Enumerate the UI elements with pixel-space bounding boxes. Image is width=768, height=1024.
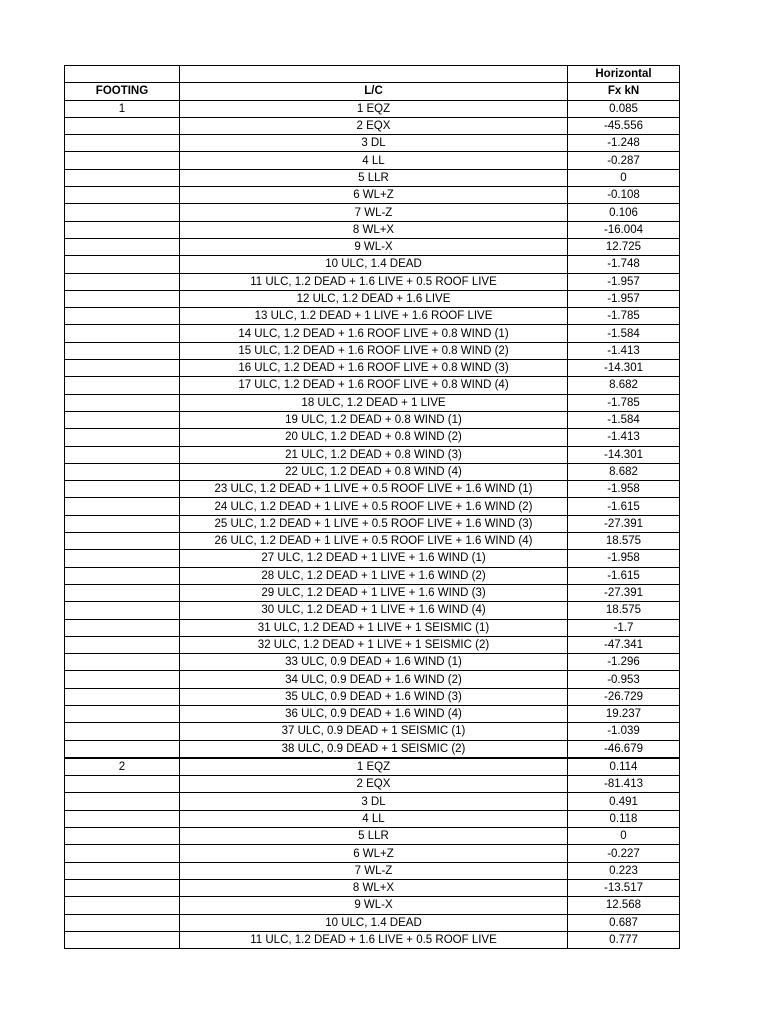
footing-cell [65, 135, 180, 152]
header-footing-top [65, 66, 180, 83]
footing-cell [65, 204, 180, 221]
table-row [65, 152, 680, 169]
footing-cell [65, 463, 180, 480]
table-row [65, 481, 680, 498]
fx-cell: -16.004 [568, 221, 680, 238]
footing-cell [65, 498, 180, 515]
footing-cell [65, 533, 180, 550]
load-case-cell: 4 LL [180, 810, 568, 827]
fx-cell: 0.223 [568, 862, 680, 879]
table-row [65, 533, 680, 550]
table-row [65, 688, 680, 705]
fx-cell: 18.575 [568, 602, 680, 619]
footing-cell [65, 828, 180, 845]
load-case-cell: 7 WL-Z [180, 204, 568, 221]
table-row [65, 758, 680, 776]
table-row [65, 169, 680, 186]
table-row [65, 723, 680, 740]
table-body [65, 66, 680, 949]
footing-cell [65, 377, 180, 394]
table-row [65, 619, 680, 636]
load-case-cell: 5 LLR [180, 828, 568, 845]
fx-cell: -13.517 [568, 879, 680, 896]
table-row [65, 705, 680, 722]
fx-cell: 0.118 [568, 810, 680, 827]
footing-cell [65, 914, 180, 931]
fx-cell: -1.958 [568, 550, 680, 567]
fx-cell: 0 [568, 828, 680, 845]
load-case-cell: 15 ULC, 1.2 DEAD + 1.6 ROOF LIVE + 0.8 WIND (2) [180, 342, 568, 359]
fx-cell: -27.391 [568, 584, 680, 601]
load-case-cell: 1 EQZ [180, 100, 568, 117]
load-case-cell: 24 ULC, 1.2 DEAD + 1 LIVE + 0.5 ROOF LIVE + 1.6 WIND (2) [180, 498, 568, 515]
table-row [65, 100, 680, 117]
footing-cell: 2 [65, 758, 180, 776]
fx-cell: -0.953 [568, 671, 680, 688]
table-row [65, 810, 680, 827]
footing-cell [65, 394, 180, 411]
footing-cell [65, 256, 180, 273]
table-row [65, 377, 680, 394]
load-case-cell: 17 ULC, 1.2 DEAD + 1.6 ROOF LIVE + 0.8 WIND (4) [180, 377, 568, 394]
load-case-cell: 1 EQZ [180, 758, 568, 776]
table-row [65, 550, 680, 567]
fx-cell: 8.682 [568, 463, 680, 480]
header-lc: L/C [180, 83, 568, 100]
footing-cell [65, 273, 180, 290]
load-case-cell: 5 LLR [180, 169, 568, 186]
load-case-cell: 11 ULC, 1.2 DEAD + 1.6 LIVE + 0.5 ROOF LIVE [180, 273, 568, 290]
footing-cell [65, 117, 180, 134]
fx-cell: -81.413 [568, 776, 680, 793]
load-case-cell: 31 ULC, 1.2 DEAD + 1 LIVE + 1 SEISMIC (1) [180, 619, 568, 636]
table-row [65, 879, 680, 896]
fx-cell: 8.682 [568, 377, 680, 394]
load-case-cell: 35 ULC, 0.9 DEAD + 1.6 WIND (3) [180, 688, 568, 705]
fx-cell: -47.341 [568, 636, 680, 653]
table-row [65, 897, 680, 914]
load-case-cell: 8 WL+X [180, 221, 568, 238]
header-fx-kn: Fx kN [568, 83, 680, 100]
fx-cell: 0.106 [568, 204, 680, 221]
footing-cell [65, 342, 180, 359]
load-case-cell: 38 ULC, 0.9 DEAD + 1 SEISMIC (2) [180, 740, 568, 758]
load-case-cell: 10 ULC, 1.4 DEAD [180, 256, 568, 273]
footing-cell [65, 602, 180, 619]
table-row [65, 446, 680, 463]
footing-cell [65, 360, 180, 377]
table-row [65, 360, 680, 377]
load-case-cell: 12 ULC, 1.2 DEAD + 1.6 LIVE [180, 290, 568, 307]
footing-cell [65, 567, 180, 584]
load-case-cell: 18 ULC, 1.2 DEAD + 1 LIVE [180, 394, 568, 411]
fx-cell: -1.584 [568, 411, 680, 428]
table-row [65, 308, 680, 325]
table-row [65, 290, 680, 307]
table-row [65, 828, 680, 845]
table-row [65, 671, 680, 688]
footing-reactions-table [64, 65, 680, 949]
load-case-cell: 2 EQX [180, 776, 568, 793]
fx-cell: -1.957 [568, 273, 680, 290]
fx-cell: 0.687 [568, 914, 680, 931]
load-case-cell: 7 WL-Z [180, 862, 568, 879]
fx-cell: 0.491 [568, 793, 680, 810]
load-case-cell: 2 EQX [180, 117, 568, 134]
header-lc-top [180, 66, 568, 83]
table-row [65, 117, 680, 134]
table-row [65, 740, 680, 758]
table-row [65, 776, 680, 793]
load-case-cell: 3 DL [180, 135, 568, 152]
fx-cell: -0.287 [568, 152, 680, 169]
load-case-cell: 27 ULC, 1.2 DEAD + 1 LIVE + 1.6 WIND (1) [180, 550, 568, 567]
fx-cell: -0.227 [568, 845, 680, 862]
footing-cell [65, 411, 180, 428]
table-row [65, 584, 680, 601]
table-row [65, 394, 680, 411]
load-case-cell: 3 DL [180, 793, 568, 810]
fx-cell: -14.301 [568, 360, 680, 377]
table-row [65, 862, 680, 879]
footing-cell [65, 879, 180, 896]
load-case-cell: 34 ULC, 0.9 DEAD + 1.6 WIND (2) [180, 671, 568, 688]
footing-cell [65, 897, 180, 914]
load-case-cell: 14 ULC, 1.2 DEAD + 1.6 ROOF LIVE + 0.8 WIND (1) [180, 325, 568, 342]
header-row-1 [65, 66, 680, 83]
load-case-cell: 9 WL-X [180, 238, 568, 255]
load-case-cell: 19 ULC, 1.2 DEAD + 0.8 WIND (1) [180, 411, 568, 428]
fx-cell: 12.568 [568, 897, 680, 914]
fx-cell: -1.7 [568, 619, 680, 636]
load-case-cell: 37 ULC, 0.9 DEAD + 1 SEISMIC (1) [180, 723, 568, 740]
footing-cell [65, 723, 180, 740]
load-case-cell: 25 ULC, 1.2 DEAD + 1 LIVE + 0.5 ROOF LIVE + 1.6 WIND (3) [180, 515, 568, 532]
fx-cell: -27.391 [568, 515, 680, 532]
table-row [65, 498, 680, 515]
footing-cell [65, 169, 180, 186]
fx-cell: -45.556 [568, 117, 680, 134]
load-case-cell: 26 ULC, 1.2 DEAD + 1 LIVE + 0.5 ROOF LIVE + 1.6 WIND (4) [180, 533, 568, 550]
table-row [65, 221, 680, 238]
footing-cell [65, 810, 180, 827]
table-row [65, 931, 680, 948]
header-row-2 [65, 83, 680, 100]
table-row [65, 429, 680, 446]
table-row [65, 187, 680, 204]
header-horizontal: Horizontal [568, 66, 680, 83]
fx-cell: -1.584 [568, 325, 680, 342]
footing-cell [65, 619, 180, 636]
footing-cell: 1 [65, 100, 180, 117]
fx-cell: 19.237 [568, 705, 680, 722]
load-case-cell: 29 ULC, 1.2 DEAD + 1 LIVE + 1.6 WIND (3) [180, 584, 568, 601]
load-case-cell: 21 ULC, 1.2 DEAD + 0.8 WIND (3) [180, 446, 568, 463]
table-row [65, 238, 680, 255]
fx-cell: -1.413 [568, 429, 680, 446]
fx-cell: -1.615 [568, 567, 680, 584]
table-row [65, 845, 680, 862]
fx-cell: -1.957 [568, 290, 680, 307]
table-row [65, 914, 680, 931]
load-case-cell: 9 WL-X [180, 897, 568, 914]
load-case-cell: 20 ULC, 1.2 DEAD + 0.8 WIND (2) [180, 429, 568, 446]
load-case-cell: 30 ULC, 1.2 DEAD + 1 LIVE + 1.6 WIND (4) [180, 602, 568, 619]
load-case-cell: 13 ULC, 1.2 DEAD + 1 LIVE + 1.6 ROOF LIVE [180, 308, 568, 325]
load-case-cell: 16 ULC, 1.2 DEAD + 1.6 ROOF LIVE + 0.8 WIND (3) [180, 360, 568, 377]
fx-cell: 0.085 [568, 100, 680, 117]
load-case-cell: 6 WL+Z [180, 845, 568, 862]
table-row [65, 135, 680, 152]
load-case-cell: 28 ULC, 1.2 DEAD + 1 LIVE + 1.6 WIND (2) [180, 567, 568, 584]
fx-cell: -26.729 [568, 688, 680, 705]
footing-cell [65, 290, 180, 307]
table-row [65, 567, 680, 584]
table-row [65, 342, 680, 359]
table-row [65, 602, 680, 619]
fx-cell: -1.039 [568, 723, 680, 740]
load-case-cell: 33 ULC, 0.9 DEAD + 1.6 WIND (1) [180, 654, 568, 671]
load-case-cell: 22 ULC, 1.2 DEAD + 0.8 WIND (4) [180, 463, 568, 480]
table-row [65, 463, 680, 480]
fx-cell: -1.248 [568, 135, 680, 152]
footing-cell [65, 793, 180, 810]
fx-cell: 0 [568, 169, 680, 186]
footing-cell [65, 636, 180, 653]
table-row [65, 325, 680, 342]
load-case-cell: 8 WL+X [180, 879, 568, 896]
load-case-cell: 36 ULC, 0.9 DEAD + 1.6 WIND (4) [180, 705, 568, 722]
footing-cell [65, 152, 180, 169]
fx-cell: -1.785 [568, 308, 680, 325]
footing-cell [65, 325, 180, 342]
footing-cell [65, 238, 180, 255]
fx-cell: 0.114 [568, 758, 680, 776]
table-row [65, 256, 680, 273]
table-row [65, 273, 680, 290]
table-row [65, 411, 680, 428]
footing-cell [65, 776, 180, 793]
load-case-cell: 6 WL+Z [180, 187, 568, 204]
footing-cell [65, 221, 180, 238]
fx-cell: -1.615 [568, 498, 680, 515]
table-row [65, 515, 680, 532]
load-case-cell: 11 ULC, 1.2 DEAD + 1.6 LIVE + 0.5 ROOF LIVE [180, 931, 568, 948]
fx-cell: -1.748 [568, 256, 680, 273]
footing-cell [65, 654, 180, 671]
load-case-cell: 4 LL [180, 152, 568, 169]
footing-cell [65, 308, 180, 325]
table-row [65, 654, 680, 671]
load-case-cell: 32 ULC, 1.2 DEAD + 1 LIVE + 1 SEISMIC (2) [180, 636, 568, 653]
fx-cell: -46.679 [568, 740, 680, 758]
load-case-cell: 23 ULC, 1.2 DEAD + 1 LIVE + 0.5 ROOF LIVE + 1.6 WIND (1) [180, 481, 568, 498]
load-case-cell: 10 ULC, 1.4 DEAD [180, 914, 568, 931]
fx-cell: -14.301 [568, 446, 680, 463]
table-row [65, 636, 680, 653]
header-footing: FOOTING [65, 83, 180, 100]
fx-cell: -1.958 [568, 481, 680, 498]
footing-cell [65, 446, 180, 463]
footing-cell [65, 429, 180, 446]
footing-cell [65, 481, 180, 498]
fx-cell: 0.777 [568, 931, 680, 948]
footing-cell [65, 688, 180, 705]
footing-cell [65, 515, 180, 532]
footing-cell [65, 740, 180, 758]
fx-cell: -1.413 [568, 342, 680, 359]
footing-cell [65, 671, 180, 688]
fx-cell: -1.296 [568, 654, 680, 671]
footing-cell [65, 584, 180, 601]
footing-cell [65, 845, 180, 862]
fx-cell: -0.108 [568, 187, 680, 204]
footing-cell [65, 862, 180, 879]
fx-cell: 12.725 [568, 238, 680, 255]
table-row [65, 793, 680, 810]
fx-cell: -1.785 [568, 394, 680, 411]
fx-cell: 18.575 [568, 533, 680, 550]
footing-cell [65, 187, 180, 204]
footing-cell [65, 705, 180, 722]
table-row [65, 204, 680, 221]
footing-cell [65, 931, 180, 948]
footing-cell [65, 550, 180, 567]
